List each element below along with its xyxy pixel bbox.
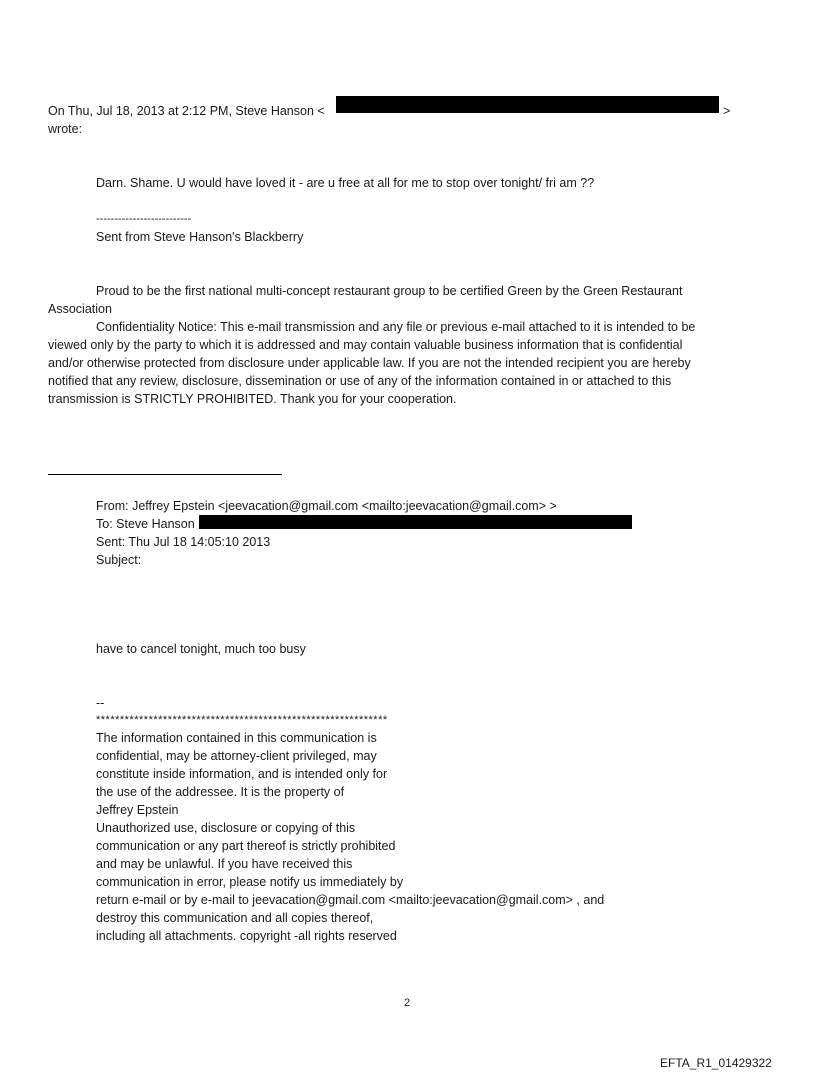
original-subject: Subject: — [96, 553, 142, 567]
original-from: From: Jeffrey Epstein <jeevacation@gmail.com <mailto:jeevacation@gmail.com> > — [96, 499, 557, 513]
disclaimer-line: return e-mail or by e-mail to jeevacation@gmail.com <mailto:jeevacation@gmail.com> , and — [96, 893, 605, 907]
disclaimer-line: The information contained in this communication is — [96, 731, 377, 745]
disclaimer-line: including all attachments. copyright -all rights reserved — [96, 929, 397, 943]
disclaimer-line: confidential, may be attorney-client privileged, may — [96, 749, 377, 763]
stars-line: ************************************************************* — [96, 714, 388, 726]
disclaimer-line: communication or any part thereof is strictly prohibited — [96, 839, 396, 853]
confidentiality-line-1: Confidentiality Notice: This e-mail transmission and any file or previous e-mail attached to it is intended to be — [96, 320, 696, 334]
disclaimer-line: Unauthorized use, disclosure or copying of this — [96, 821, 356, 835]
disclaimer-line: and may be unlawful. If you have received this — [96, 857, 353, 871]
sent-from-blackberry: Sent from Steve Hanson's Blackberry — [96, 230, 304, 244]
confidentiality-line-4: notified that any review, disclosure, dissemination or use of any of the information contained in or attached to this — [48, 374, 672, 388]
document-id: EFTA_R1_01429322 — [660, 1056, 772, 1070]
redaction-bar — [336, 96, 719, 113]
disclaimer-line: constitute inside information, and is intended only for — [96, 767, 388, 781]
disclaimer-line: the use of the addressee. It is the property of — [96, 785, 345, 799]
original-body: have to cancel tonight, much too busy — [96, 642, 306, 656]
page-number: 2 — [404, 997, 411, 1009]
confidentiality-line-2: viewed only by the party to which it is addressed and may contain valuable business information that is confidential — [48, 338, 683, 352]
header-suffix: > — [723, 104, 731, 118]
original-sent: Sent: Thu Jul 18 14:05:10 2013 — [96, 535, 271, 549]
reply-body: Darn. Shame. U would have loved it - are u free at all for me to stop over tonight/ fri am ?? — [96, 176, 595, 190]
original-to: To: Steve Hanson — [96, 517, 195, 531]
confidentiality-line-3: and/or otherwise protected from disclosure under applicable law. If you are not the intended recipient you are hereby — [48, 356, 691, 370]
proud-line-2: Association — [48, 302, 112, 316]
redaction-bar — [199, 515, 632, 529]
sig-dash: -- — [96, 696, 105, 710]
proud-line-1: Proud to be the first national multi-concept restaurant group to be certified Green by the Green Restaurant — [96, 284, 683, 298]
header-prefix: On Thu, Jul 18, 2013 at 2:12 PM, Steve Hanson < — [48, 104, 325, 118]
reply-dashes: -------------------------- — [96, 213, 192, 225]
separator-rule — [48, 474, 282, 475]
disclaimer-line: Jeffrey Epstein — [96, 803, 179, 817]
header-wrote: wrote: — [48, 122, 83, 136]
confidentiality-line-5: transmission is STRICTLY PROHIBITED. Thank you for your cooperation. — [48, 392, 457, 406]
disclaimer-line: destroy this communication and all copies thereof, — [96, 911, 374, 925]
header-line-1 — [48, 102, 325, 120]
disclaimer-line: communication in error, please notify us immediately by — [96, 875, 404, 889]
